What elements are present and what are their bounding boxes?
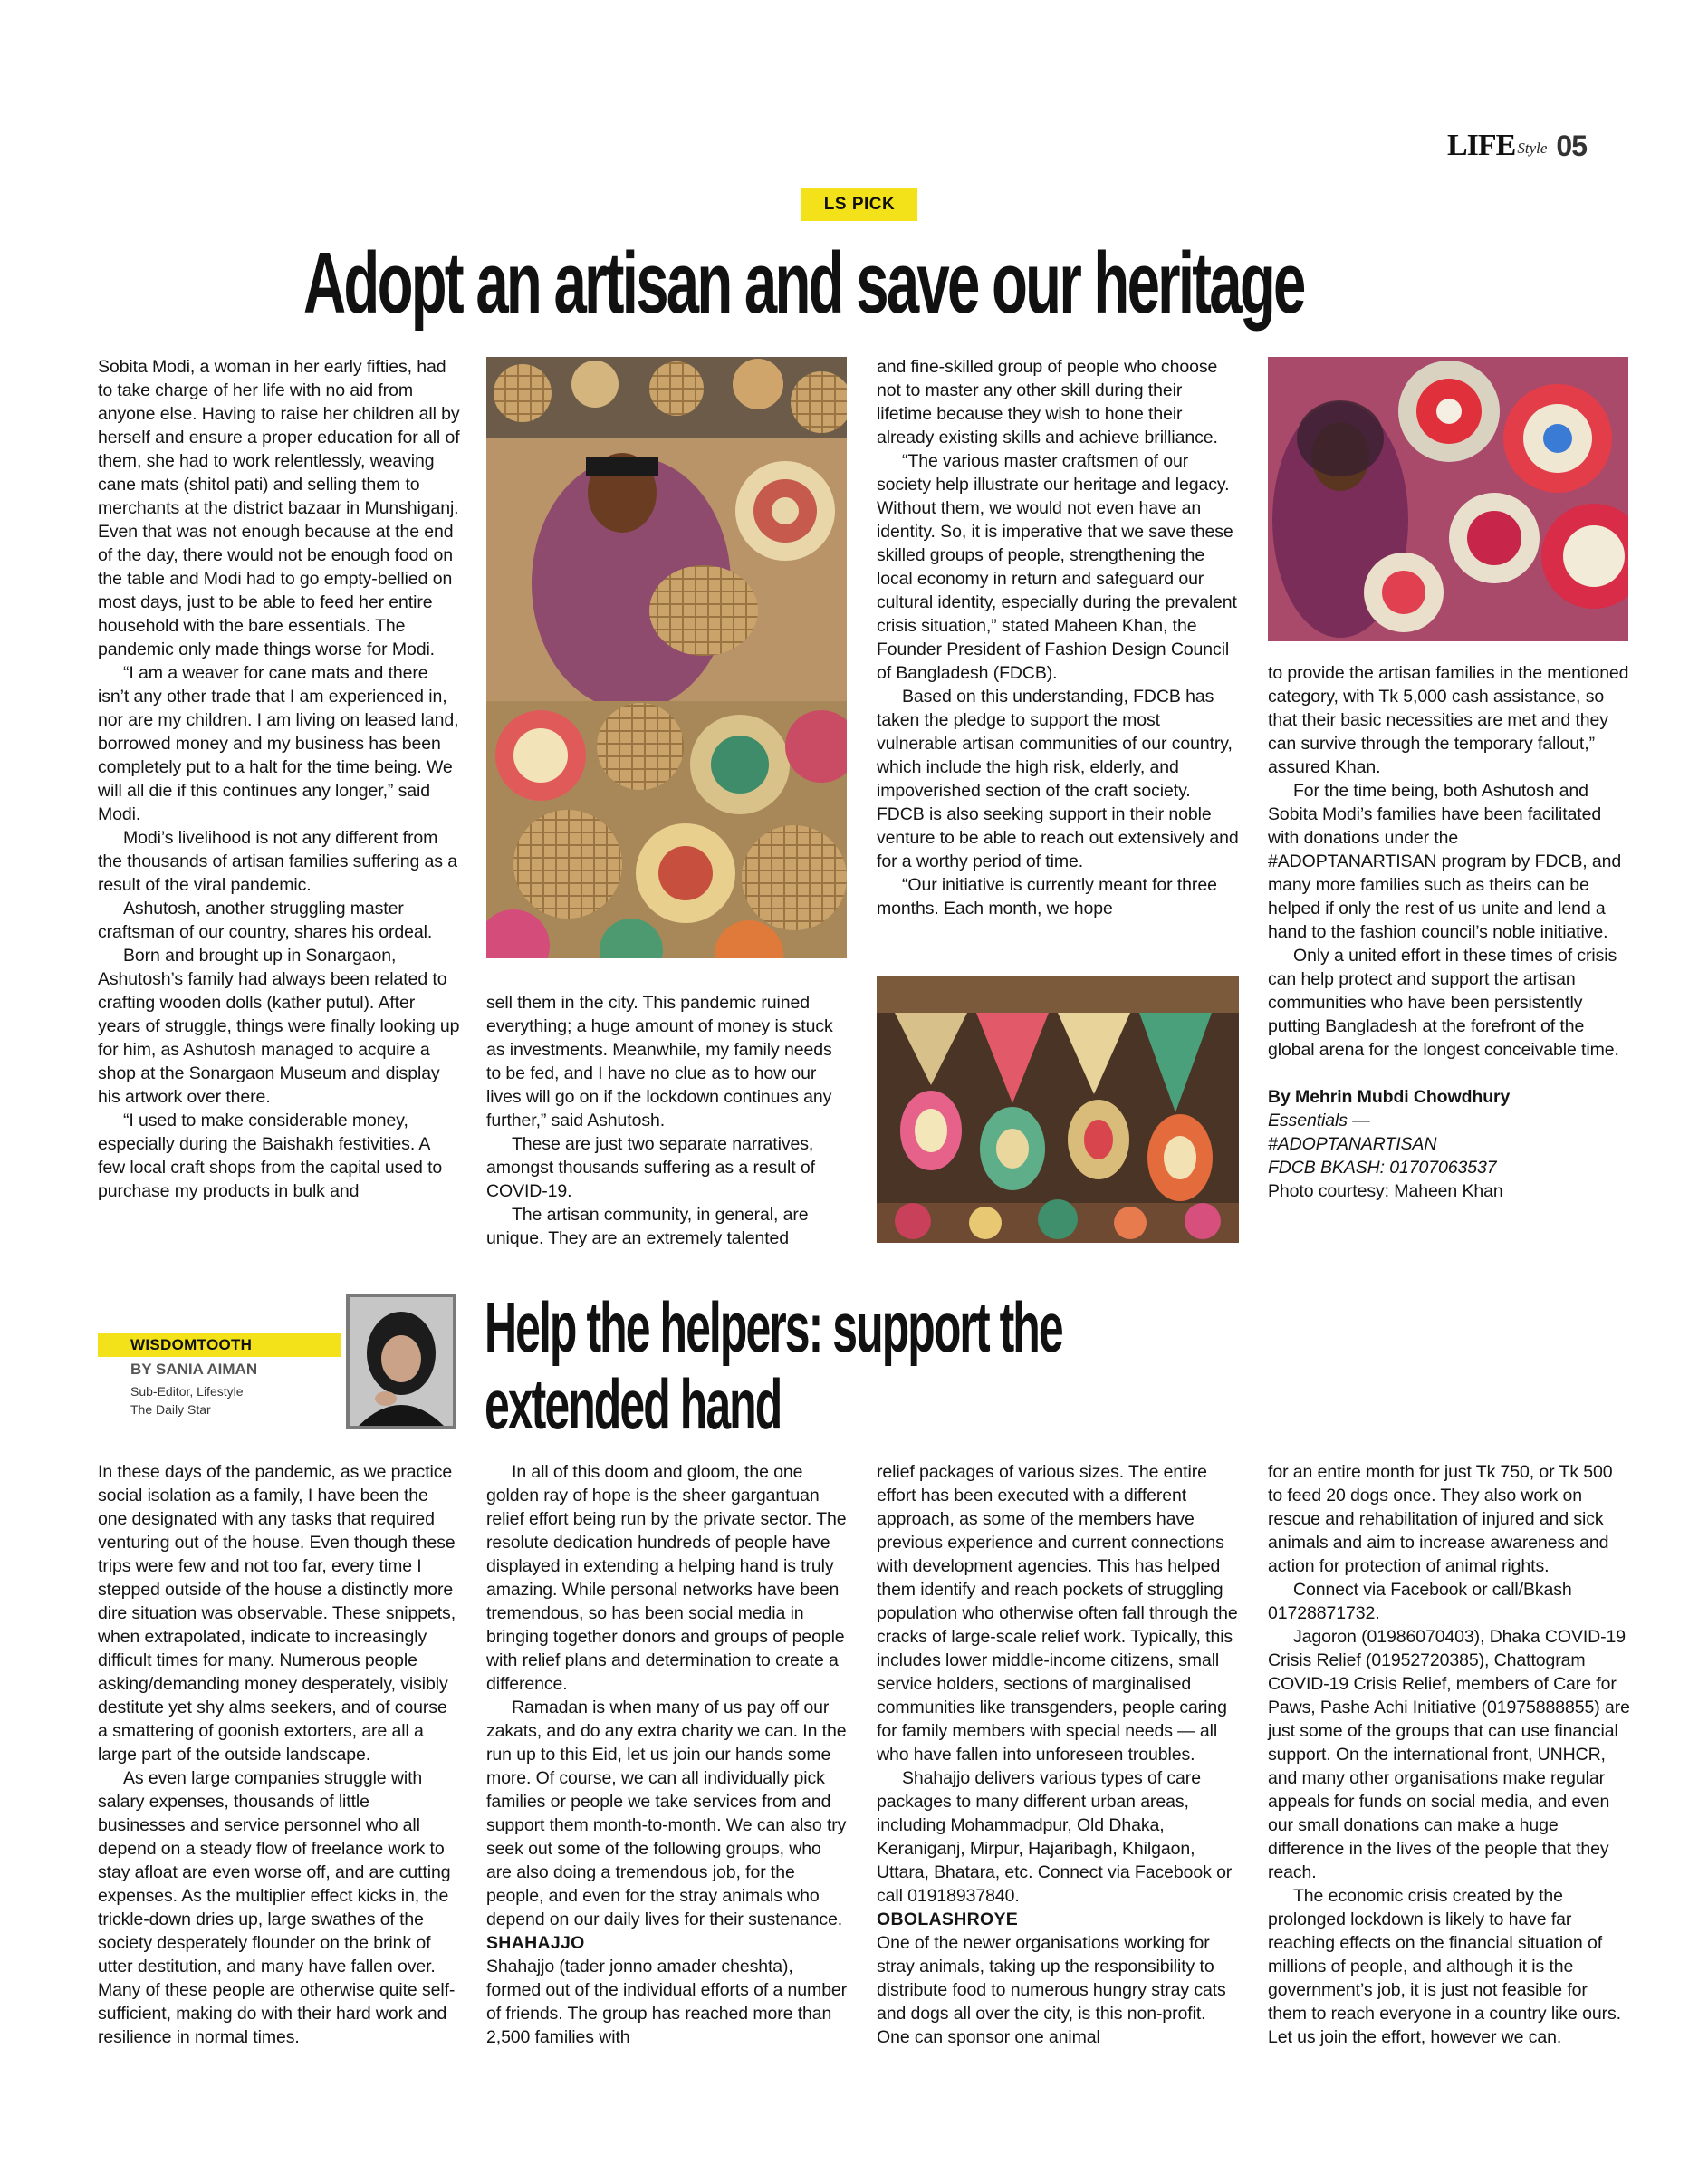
paragraph: As even large companies struggle with salary expenses, thousands of little businesses and service personnel who all depend on a steady flow of freelance work to stay afloat are even worse off, and are cutting expenses. As the multiplier effect kicks in, the trickle-down dries up, large swathes of the society desperately flounder on the brink of utter destitution, and many have fallen over. Many of these people are otherwise quite self-sufficient, making do with their hard work and resilience in normal times. [98, 1768, 456, 2047]
paragraph: One of the newer organisations working for stray animals, taking up the responsibility to distribute food to numerous hungry stray cats and dogs all over the city, is this non-profit. One can sponsor one animal [877, 1933, 1226, 2047]
article1-column-2 [486, 991, 847, 1250]
author-name: BY SANIA AIMAN [130, 1361, 258, 1378]
paragraph: In these days of the pandemic, as we practice social isolation as a family, I have been the one designated with any tasks that required venturing out of the house. Even though these trips were few and not too far, every time I stepped outside of the house a distinctly more dire situation was observable. These snippets, when extrapolated, indicate to increasingly difficult times for many. Numerous people asking/demanding money desperately, visibly destitute yet shy alms seekers, and of course a smattering of goonish extorters, are all a large part of the outside landscape. [98, 1462, 456, 1765]
article1-column-1 [98, 355, 460, 1203]
paragraph: Based on this understanding, FDCB has taken the pledge to support the most vulnerable artisan communities of our country, which include the high risk, elderly, and impoverished section of the craft society. FDCB is also seeking support in their noble venture to be able to reach out extensively and for a worthy period of time. [877, 687, 1239, 871]
section-tag [801, 188, 917, 221]
paragraph: Ramadan is when many of us pay off our zakats, and do any extra charity we can. In the run up to this Eid, let us join our hands some more. Of course, we can all individually pick families or people we take services from and support them month-to-month. We can also try seek out some of the following groups, who are also doing a tremendous job, for the people, and even for the stray animals who depend on our daily lives for their sustenance. [486, 1698, 847, 1929]
paragraph: Only a united effort in these times of crisis can help protect and support the artisan communities who have been persistently putting Bangladesh at the forefront of the global arena for the longest conceivable time. [1268, 946, 1619, 1060]
paragraph: to provide the artisan families in the mentioned category, with Tk 5,000 cash assistance, so that their basic necessities are met and they can survive through the temporary fallout,” assured Khan. [1268, 663, 1629, 777]
article1-column-4 [1268, 661, 1630, 1203]
byline: By Mehrin Mubdi Chowdhury [1268, 1087, 1511, 1107]
paragraph: Sobita Modi, a woman in her early fifties, had to take charge of her life with no aid from anyone else. Having to raise her children all by herself and ensure a proper education for all of them, she had to work relentlessly, weaving cane mats (shitol pati) and selling them to merchants at the district bazaar in Munshiganj. Even that was not enough because at the end of the day, there would not be enough food on the table and Modi had to go empty-bellied on most days, just to be able to feed her entire household with the bare essentials. The pandemic only made things worse for Modi. [98, 357, 460, 659]
article2-column-2 [486, 1460, 849, 2049]
author-org: The Daily Star [130, 1402, 211, 1417]
article2-column-3 [877, 1460, 1239, 2049]
paragraph: In all of this doom and gloom, the one golden ray of hope is the sheer gargantuan relief effort being run by the private sector. The resolute dedication hundreds of people have displayed in extending a helping hand is truly amazing. While personal networks have been tremendous, so has been social media in bringing together donors and groups of people with relief plans and determination to create a difference. [486, 1462, 847, 1694]
paragraph: and fine-skilled group of people who choose not to master any other skill during their lifetime because they wish to hone their already existing skills and achieve brilliance. [877, 357, 1218, 447]
masthead-brand-suffix: Style [1517, 139, 1548, 157]
author-role: Sub-Editor, Lifestyle [130, 1384, 244, 1399]
paragraph: Shahajjo delivers various types of care packages to many different urban areas, including Mohammadpur, Old Dhaka, Keraniganj, Mirpur, Hajaribagh, Khilgaon, Uttara, Bhatara, etc. Connect via Facebook or call 01918937840. [877, 1768, 1233, 1906]
credit-line: FDCB BKASH: 01707063537 [1268, 1158, 1497, 1178]
photo-basket-weaver [486, 357, 847, 958]
photo-hanging-crafts [877, 976, 1239, 1243]
article-headline: Adopt an artisan and save our heritage [303, 235, 1304, 332]
masthead-brand: LIFE [1447, 129, 1516, 162]
paragraph: Born and brought up in Sonargaon, Ashutosh’s family had always been related to crafting wooden dolls (kather putul). After years of struggle, things were finally looking up for him, as Ashutosh managed to acquire a shop at the Sonargaon Museum and display his artwork over there. [98, 946, 460, 1107]
section-tag-label: LS PICK [823, 195, 896, 214]
paragraph: “The various master craftsmen of our society help illustrate our heritage and legacy. Without them, we would not even have an identity. So, it is imperative that we save these skilled groups of people, strengthening the local economy in return and safeguard our cultural identity, especially during the prevalent crisis situation,” stated Maheen Khan, the Founder President of Fashion Design Council of Bangladesh (FDCB). [877, 451, 1237, 683]
article2-column-4 [1268, 1460, 1630, 2049]
paragraph: “Our initiative is currently meant for three months. Each month, we hope [877, 875, 1217, 919]
paragraph: The economic crisis created by the prolonged lockdown is likely to have far reaching effects on the financial situation of millions of people, and although it is the government’s job, it is just not feasible for them to reach everyone in a country like ours. Let us join the effort, however we can. [1268, 1886, 1621, 2047]
paragraph: These are just two separate narratives, amongst thousands suffering as a result of COVID-19. [486, 1134, 815, 1201]
embroidery-artisan-image [1268, 357, 1628, 641]
article2-headline-line1: Help the helpers: support the [485, 1287, 1062, 1367]
paragraph: Jagoron (01986070403), Dhaka COVID-19 Crisis Relief (01952720385), Chattogram COVID-19 Crisis Relief, members of Care for Paws, Pashe Achi Initiative (01975888855) are just some of the groups that can use financial support. On the international front, UNHCR, and many other organisations make regular appeals for funds on social media, and even our small donations can make a huge difference in the lives of the people that they reach. [1268, 1627, 1630, 1882]
column-tag-label: WISDOMTOOTH [130, 1336, 253, 1353]
credit-line: #ADOPTANARTISAN [1268, 1134, 1437, 1154]
subheading-obolashroye: OBOLASHROYE [877, 1909, 1019, 1929]
paragraph: Shahajjo (tader jonno amader cheshta), formed out of the individual efforts of a number of friends. The group has reached more than 2,500 families with [486, 1957, 848, 2047]
column-tag [98, 1333, 341, 1357]
paragraph: Connect via Facebook or call/Bkash 01728871732. [1268, 1580, 1572, 1623]
paragraph: sell them in the city. This pandemic ruined everything; a huge amount of money is stuck as investments. Meanwhile, my family needs to be fed, and I have no clue as to how our lives will go on if the lockdown continues any further,” said Ashutosh. [486, 993, 833, 1130]
page-number: 05 [1556, 130, 1587, 162]
photo-embroidery-artisan [1268, 357, 1628, 641]
photo-credit: Photo courtesy: Maheen Khan [1268, 1181, 1503, 1201]
paragraph: Ashutosh, another struggling master craftsman of our country, shares his ordeal. [98, 899, 433, 942]
paragraph: The artisan community, in general, are unique. They are an extremely talented [486, 1205, 809, 1248]
paragraph: “I am a weaver for cane mats and there isn’t any other trade that I am experienced in, nor are my children. I am living on leased land, borrowed money and my business has been completely put to a halt for the time being. We will all die if this continues any longer,” said Modi. [98, 663, 459, 824]
subheading-shahajjo: SHAHAJJO [486, 1933, 585, 1953]
paragraph: relief packages of various sizes. The entire effort has been executed with a different approach, as some of the members have previous experience and current connections with development agencies. This has helped them identify and reach pockets of struggling population who otherwise often fall through the cracks of large-scale relief work. Typically, this includes lower middle-income citizens, small service holders, sections of marginalised communities like transgenders, people caring for family members with special needs — all who have fallen into unforeseen troubles. [877, 1462, 1238, 1765]
paragraph: Modi’s livelihood is not any different from the thousands of artisan families suffering as a result of the viral pandemic. [98, 828, 457, 895]
credit-line: Essentials — [1268, 1111, 1370, 1130]
paragraph: “I used to make considerable money, especially during the Baishakh festivities. A few local craft shops from the capital used to purchase my products in bulk and [98, 1111, 443, 1201]
masthead [1447, 127, 1587, 163]
article1-column-3 [877, 355, 1239, 920]
paragraph: For the time being, both Ashutosh and Sobita Modi’s families have been facilitated with donations under the #ADOPTANARTISAN program by FDCB, and many more families such as theirs can be helped if only the rest of us unite and lend a hand to the fashion council’s noble initiative. [1268, 781, 1622, 942]
author-portrait-image [350, 1297, 453, 1426]
hanging-crafts-image [877, 976, 1239, 1243]
article2-column-1 [98, 1460, 460, 2049]
article2-headline-line2: extended hand [485, 1364, 782, 1444]
avatar [346, 1294, 456, 1429]
basket-weaver-image [486, 357, 847, 958]
paragraph: for an entire month for just Tk 750, or Tk 500 to feed 20 dogs once. They also work on rescue and rehabilitation of injured and sick animals and aim to increase awareness and action for protection of animal rights. [1268, 1462, 1613, 1576]
